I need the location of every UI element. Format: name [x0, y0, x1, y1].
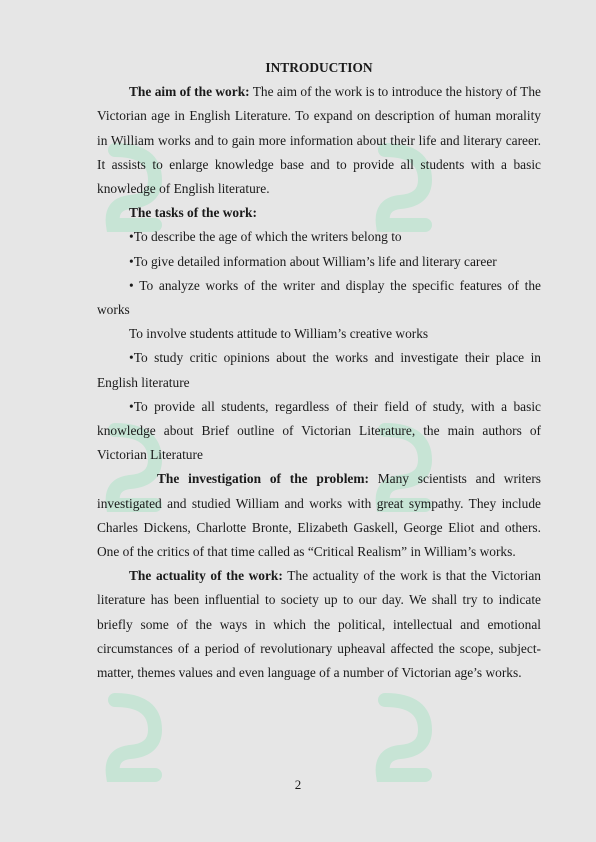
- bullet-icon: •: [129, 229, 134, 245]
- task-item: [97, 225, 541, 249]
- task-item: [97, 322, 541, 346]
- investigation-label: The investigation of the problem:: [157, 471, 369, 487]
- task-item-text: To give detailed information about William’s life and literary career: [133, 253, 497, 269]
- task-item-text: To analyze works of the writer and display the specific features of the works: [97, 277, 541, 318]
- task-item: [97, 395, 541, 468]
- actuality-paragraph: [97, 564, 541, 685]
- task-item: [97, 250, 541, 274]
- investigation-text: Many scientists and writers investigated and studied William and works with great sympathy. They include Charles Dickens, Charlotte Bronte, Elizabeth Gaskell, George Eliot and others. One of the critics of that time called as “Critical Realism” in William’s works.: [97, 471, 541, 560]
- aim-paragraph: [97, 80, 541, 201]
- actuality-text: The actuality of the work is that the Victorian literature has been influential to society up to our day. We shall try to indicate briefly some of the ways in which the political, intellectual and emotional circumstances of a period of revolutionary upheaval affected the scope, subject-matter, themes values and even language of a number of Victorian age’s works.: [97, 568, 541, 681]
- tasks-heading: The tasks of the work:: [129, 205, 257, 221]
- document-body: [97, 56, 541, 685]
- task-item-text: To involve students attitude to William’s creative works: [129, 326, 429, 342]
- aim-label: The aim of the work:: [129, 84, 250, 100]
- investigation-paragraph: [97, 467, 541, 564]
- page-number: 2: [294, 777, 302, 792]
- task-item-text: To study critic opinions about the works and investigate their place in English literature: [97, 350, 541, 390]
- page-title: INTRODUCTION: [265, 60, 373, 75]
- aim-text: The aim of the work is to introduce the history of The Victorian age in English Literature. To expand on description of human morality in William works and to gain more information about their life and literary career. It assists to enlarge knowledge base and to provide all students with a basic knowledge of English literature.: [97, 84, 541, 197]
- actuality-label: The actuality of the work:: [129, 568, 283, 584]
- bullet-icon: •: [129, 253, 134, 269]
- task-item: [97, 346, 541, 394]
- task-item-text: To describe the age of which the writers belong to: [133, 229, 402, 245]
- bullet-icon: •: [129, 350, 134, 366]
- task-item-text: To provide all students, regardless of their field of study, with a basic knowledge about Brief outline of Victorian Literature, the main authors of Victorian Literature: [97, 398, 541, 463]
- task-item: [97, 274, 541, 322]
- bullet-icon: •: [129, 277, 134, 293]
- bullet-icon: •: [129, 398, 134, 414]
